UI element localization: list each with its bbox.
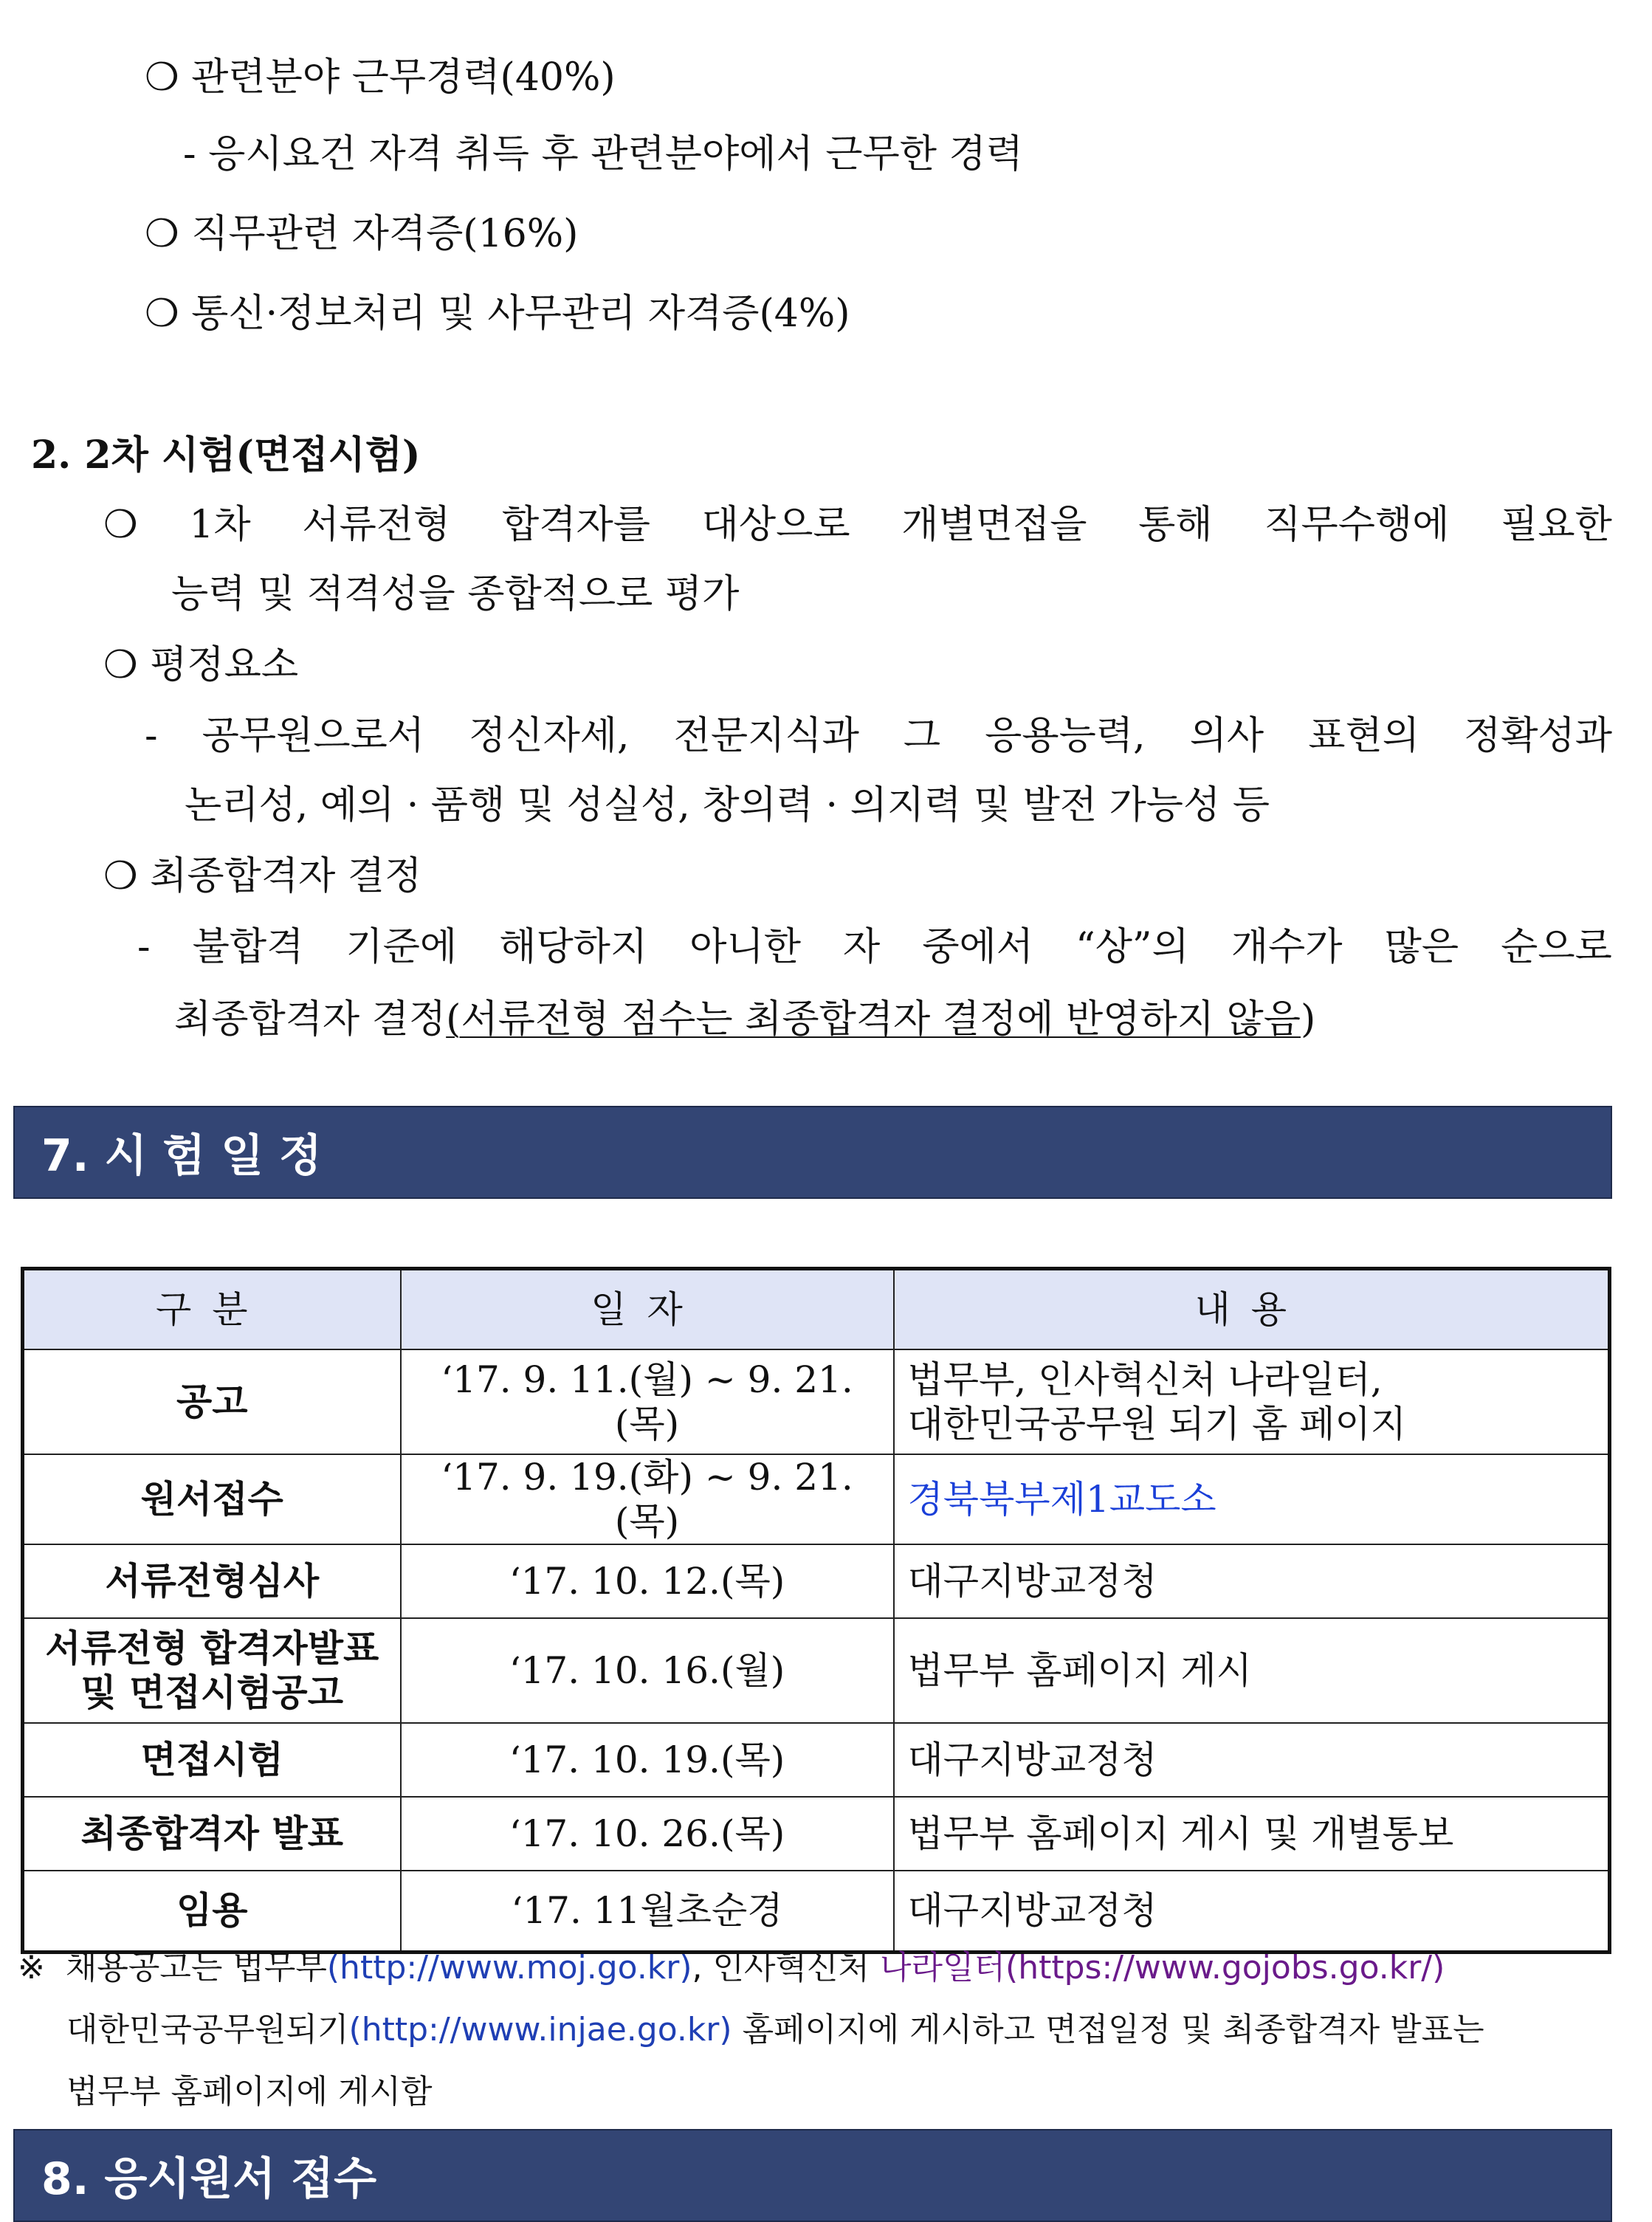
word: 의사: [1189, 714, 1264, 758]
row-content: 법무부 홈페이지 게시 및 개별통보: [894, 1797, 1610, 1871]
word: 대상으로: [701, 503, 850, 547]
row-content: 법무부 홈페이지 게시: [894, 1618, 1610, 1723]
word: 표현의: [1308, 714, 1419, 758]
word: 통해: [1138, 503, 1213, 547]
final-decision-line1: [137, 924, 1612, 970]
row-date: ‘17. 9. 11.(월) ~ 9. 21.(목): [401, 1349, 894, 1454]
word: 자: [843, 925, 881, 969]
header-date: 일자: [401, 1269, 894, 1350]
table-row: [23, 1871, 1610, 1952]
word: “상”의: [1075, 925, 1189, 969]
word: 해당하지: [499, 925, 648, 969]
table-header-row: [23, 1269, 1610, 1350]
word: 아니한: [689, 925, 801, 969]
injae-link[interactable]: (http://www.injae.go.kr): [348, 2011, 732, 2049]
interview-desc-line2: 능력 및 적격성을 종합적으로 평가: [171, 572, 740, 616]
row-label: 임용: [23, 1871, 401, 1952]
table-row: [23, 1618, 1610, 1723]
row-content: 법무부, 인사혁신처 나라일터, 대한민국공무원 되기 홈 페이지: [894, 1349, 1610, 1454]
evaluation-line1: [145, 713, 1612, 759]
row-date: ‘17. 10. 12.(목): [401, 1544, 894, 1618]
final-decision-line2: 최종합격자 결정(서류전형 점수는 최종합격자 결정에 반영하지 않음): [174, 997, 1316, 1042]
word: ❍: [103, 503, 138, 547]
evaluation-title: ❍ 평정요소: [103, 643, 299, 687]
row-content: 대구지방교정청: [894, 1871, 1610, 1952]
interview-desc-line1: [103, 502, 1612, 548]
row-label: 서류전형심사: [23, 1544, 401, 1618]
word: 필요한: [1501, 503, 1612, 547]
second-exam-heading: 2. 2차 시험(면접시험): [31, 433, 421, 478]
moj-link[interactable]: (http://www.moj.go.kr): [326, 1949, 692, 1987]
row-content: 대구지방교정청: [894, 1544, 1610, 1618]
section8-title: 8. 응시원서 접수: [41, 2153, 377, 2205]
row-label: 공고: [23, 1349, 401, 1454]
career-item-desc: - 응시요건 자격 취득 후 관련분야에서 근무한 경력: [183, 132, 1023, 176]
word: 불합격: [192, 925, 304, 969]
row-content: 대구지방교정청: [894, 1723, 1610, 1797]
recruitment-note-line3: 법무부 홈페이지에 게시함: [66, 2073, 433, 2111]
evaluation-line2: 논리성, 예의 · 품행 및 성실성, 창의력 · 의지력 및 발전 가능성 등: [185, 783, 1270, 828]
word: -: [145, 714, 158, 758]
header-category: 구분: [23, 1269, 401, 1350]
word: -: [137, 925, 151, 969]
row-date: ‘17. 10. 26.(목): [401, 1797, 894, 1871]
narailter-text: 나라일터: [880, 1949, 1006, 1987]
word: 개수가: [1231, 925, 1343, 969]
word: 공무원으로서: [202, 714, 425, 758]
word: 서류전형: [302, 503, 451, 547]
row-label: 원서접수: [23, 1454, 401, 1544]
table-row: [23, 1544, 1610, 1618]
row-date: ‘17. 10. 19.(목): [401, 1723, 894, 1797]
word: 순으로: [1501, 925, 1612, 969]
recruitment-note-line2: 대한민국공무원되기(http://www.injae.go.kr) 홈페이지에 게시하고 면접일정 및 최종합격자 발표는: [66, 2011, 1484, 2049]
word: 개별면접을: [901, 503, 1087, 547]
word: 전문지식과: [673, 714, 859, 758]
row-content: 경북북부제1교도소: [894, 1454, 1610, 1544]
word: 기준에: [345, 925, 458, 969]
word: 응용능력,: [985, 714, 1146, 758]
exam-schedule-table: [21, 1267, 1611, 1954]
word: 정확성과: [1464, 714, 1612, 758]
table-row: [23, 1723, 1610, 1797]
row-date: ‘17. 9. 19.(화) ~ 9. 21.(목): [401, 1454, 894, 1544]
recruitment-note-line1: ※ 채용공고는 법무부(http://www.moj.go.kr), 인사혁신처 나라일터(https://www.gojobs.go.kr/): [18, 1949, 1445, 1987]
word: 많은: [1384, 925, 1459, 969]
gojobs-link[interactable]: (https://www.gojobs.go.kr/): [1005, 1949, 1445, 1987]
certificate-item: ❍ 직무관련 자격증(16%): [145, 212, 579, 256]
table-row: [23, 1797, 1610, 1871]
row-label: 서류전형 합격자발표 및 면접시험공고: [23, 1618, 401, 1723]
word: 1차: [189, 503, 251, 547]
word: 정신자세,: [469, 714, 630, 758]
final-decision-title: ❍ 최종합격자 결정: [103, 854, 422, 898]
word: 중에서: [922, 925, 1034, 969]
word: 그: [903, 714, 941, 758]
section7-banner: [13, 1106, 1612, 1199]
table-row: [23, 1349, 1610, 1454]
career-item: ❍ 관련분야 근무경력(40%): [145, 55, 616, 100]
section8-banner: [13, 2129, 1612, 2222]
word: 합격자를: [502, 503, 650, 547]
it-certificate-item: ❍ 통신·정보처리 및 사무관리 자격증(4%): [145, 292, 850, 336]
row-date: ‘17. 11월초순경: [401, 1871, 894, 1952]
table-row: [23, 1454, 1610, 1544]
row-label: 최종합격자 발표: [23, 1797, 401, 1871]
row-date: ‘17. 10. 16.(월): [401, 1618, 894, 1723]
word: 직무수행에: [1264, 503, 1450, 547]
row-label: 면접시험: [23, 1723, 401, 1797]
header-content: 내용: [894, 1269, 1610, 1350]
section7-title: 7. 시 험 일 정: [41, 1130, 322, 1182]
